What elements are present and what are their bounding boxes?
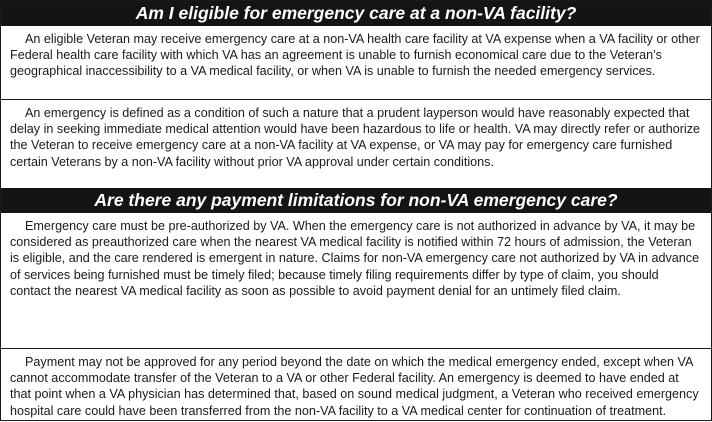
paragraph-preauthorization: Emergency care must be pre-authorized by VA. When the emergency care is not authorized in advance by VA, it may be considered as preauthorized care when the nearest VA medical facility is notified within 72 hours of admission, the Veteran is eligible, and the care rendered is emergent in nature. Claims for non-VA emergency care not authorized by VA in advance of services being furnished must be timely filed; because timely filing requirements differ by type of claim, you should contact the nearest VA medical facility as soon as possible to avoid payment denial for an untimely filed claim. (10, 219, 700, 298)
paragraph-emergency-definition: An emergency is defined as a condition of such a nature that a prudent layperson would have reasonably expected that delay in seeking immediate medical attention would have been hazardous to life or health. VA may directly refer or authorize the Veteran to receive emergency care at a non-VA facility at VA expense, or VA may pay for emergency care furnished certain Veterans by a non-VA facility without prior VA approval under certain conditions. (1, 99, 711, 188)
paragraph-payment-period: Payment may not be approved for any period beyond the date on which the medical emergency ended, except when VA cannot accommodate transfer of the Veteran to a VA or other Federal facility. An emergency is deemed to have ended at that point when a VA physician has determined that, based on sound medical judgment, a Veteran who received emergency hospital care could have been transferred from the non-VA facility to a VA medical center for continuation of treatment. (1, 348, 711, 422)
section-heading-eligibility: Am I eligible for emergency care at a non-VA facility? (1, 1, 711, 26)
paragraph-eligibility: An eligible Veteran may receive emergency care at a non-VA health care facility at VA expense when a VA facility or other Federal health care facility with which VA has an agreement is unable to furnish economical care due to the Veteran’s geographical inaccessibility to a VA medical facility, or when VA is unable to furnish the needed emergency services. (10, 32, 700, 79)
section-heading-payment-limitations: Are there any payment limitations for non-VA emergency care? (1, 188, 711, 213)
